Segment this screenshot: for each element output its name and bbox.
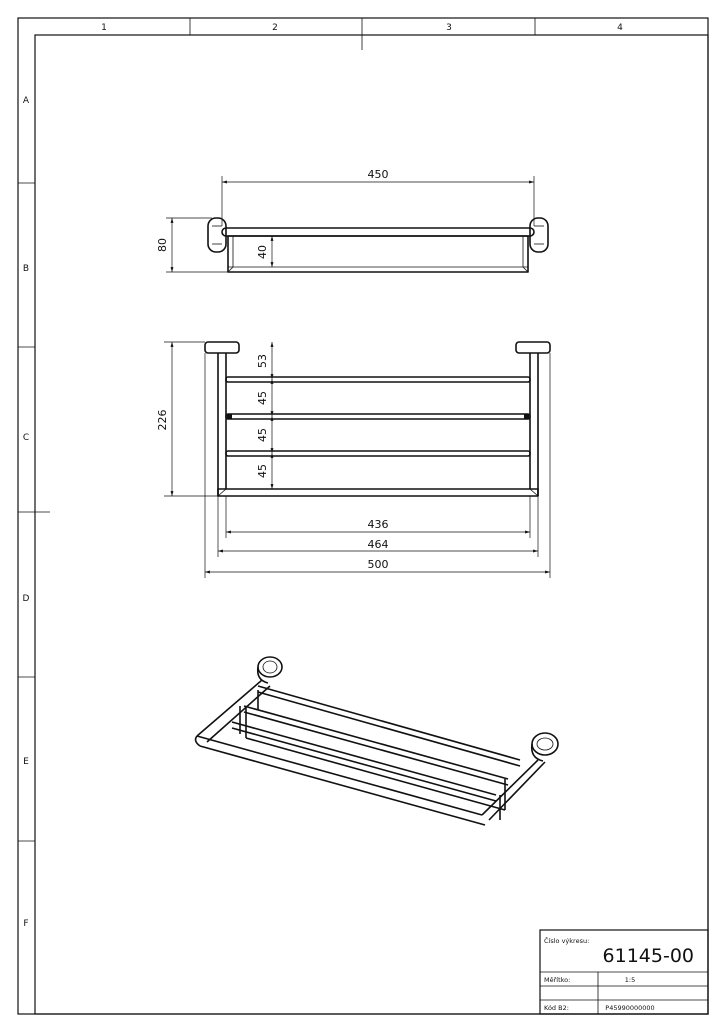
dim-front-total-height: 226: [156, 409, 169, 431]
drawing-number: 61145-00: [602, 945, 694, 967]
row-label-b: B: [22, 264, 30, 274]
code-label: Kód B2:: [544, 1004, 569, 1012]
dim-front-inner-width: 436: [367, 518, 389, 531]
code-value: P45990000000: [605, 1004, 655, 1012]
row-label-f: F: [23, 919, 29, 929]
drawing-frame: [18, 18, 708, 1014]
dim-top-height: 80: [156, 238, 169, 252]
dim-top-inner: 40: [256, 245, 269, 259]
top-view-dimensions: [156, 168, 534, 272]
dim-front-spacing-4: 45: [256, 464, 269, 478]
column-label-4: 4: [617, 23, 623, 33]
dim-front-spacing-2: 45: [256, 391, 269, 405]
column-label-3: 3: [446, 23, 452, 33]
row-label-c: C: [22, 433, 30, 443]
dim-front-spacing-1: 53: [256, 354, 269, 368]
column-label-2: 2: [272, 23, 278, 33]
column-label-1: 1: [101, 23, 107, 33]
scale-value: 1:5: [624, 976, 636, 984]
scale-label: Měřítko:: [544, 976, 571, 984]
title-block: [540, 930, 708, 1014]
row-label-d: D: [22, 594, 30, 604]
row-labels: [23, 96, 30, 929]
isometric-view: [196, 657, 558, 825]
top-view: [208, 218, 548, 272]
dim-front-overall-width: 500: [367, 558, 389, 571]
dim-front-spacing-3: 45: [256, 428, 269, 442]
dim-front-mid-width: 464: [367, 538, 389, 551]
row-label-a: A: [22, 96, 30, 106]
drawing-number-label: Číslo výkresu:: [544, 937, 590, 945]
row-label-e: E: [23, 757, 29, 767]
dim-top-width: 450: [367, 168, 389, 181]
